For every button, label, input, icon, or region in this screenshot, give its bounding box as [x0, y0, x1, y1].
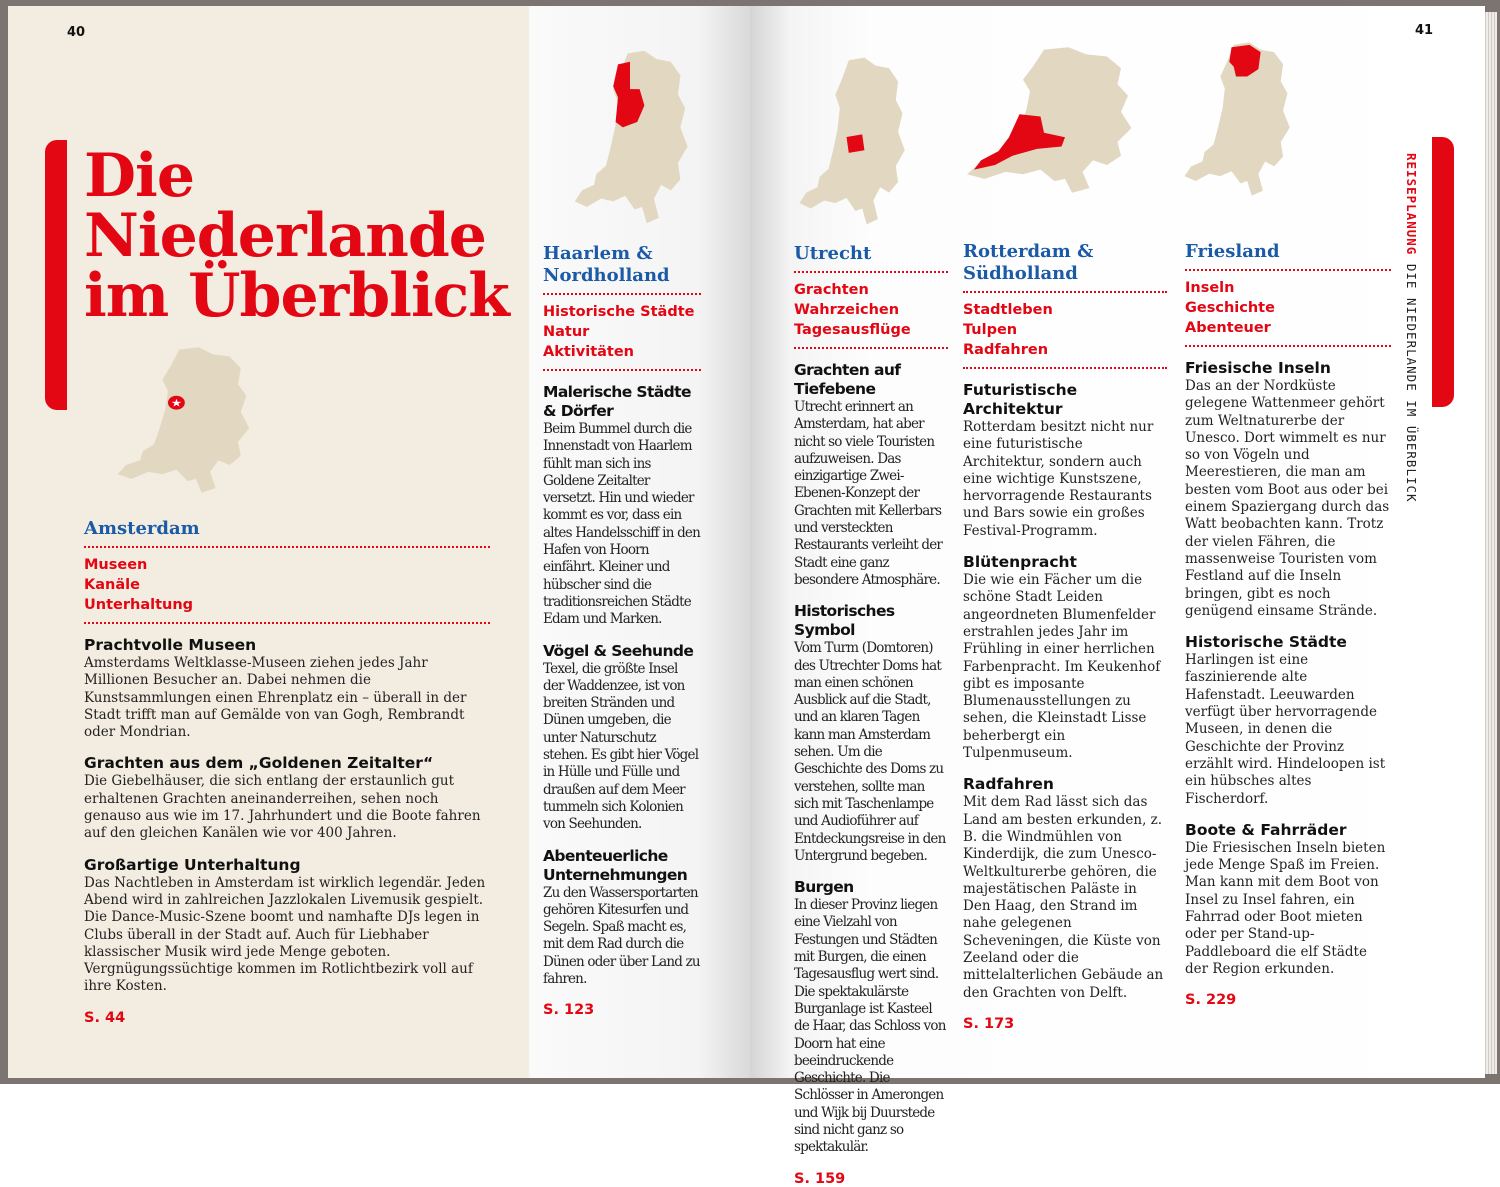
- item-heading: Radfahren: [963, 775, 1054, 794]
- highlights-list: [794, 273, 948, 349]
- title-line: im Überblick: [84, 261, 509, 331]
- highlights-list: [84, 548, 490, 624]
- item-text: Die wie ein Fächer um die schöne Stadt Leiden angeordneten Blumenfelder erstrahlen jedes Jahr im Frühling in einer herrlichen Farbenpracht. Im Keukenhof gibt es imposante Blumenausstellungen zu sehen, die Kleinstadt Lisse beherbergt ein Tulpenmuseum.: [963, 572, 1161, 762]
- running-head-section: REISEPLANUNG: [1404, 153, 1419, 256]
- title-line: Niederlande: [84, 201, 486, 271]
- item-text: Zu den Wassersportarten gehören Kitesurfen und Segeln. Spaß macht es, mit dem Rad durch die Dünen oder über Land zu fahren.: [543, 884, 700, 988]
- region-map: [795, 55, 907, 227]
- highlights-list: [543, 295, 701, 371]
- highlight-item: Stadtleben: [963, 302, 1053, 318]
- region-heading: Friesland: [1185, 241, 1391, 271]
- highlight-item: Historische Städte: [543, 304, 695, 320]
- netherlands-shape: [967, 47, 1132, 192]
- page-reference-link[interactable]: S. 159: [794, 1170, 846, 1187]
- page-title: [84, 141, 524, 331]
- page-number-left: 40: [67, 25, 86, 40]
- region-map: [960, 45, 1135, 195]
- red-tab-left: [45, 140, 67, 410]
- region-section: [543, 243, 701, 1018]
- item-text: Vom Turm (Domtoren) des Utrechter Doms hat man einen schönen Ausblick auf die Stadt, und an klaren Tagen kann man Amsterdam sehen. Um die Geschichte des Doms zu verstehen, sollte man sich mit Taschenlampe und Audioführer auf Entdeckungsreise in den Untergrund begeben.: [794, 640, 946, 864]
- title-line: Die: [84, 141, 194, 211]
- region-heading: Utrecht: [794, 243, 948, 273]
- region-section: [794, 243, 948, 1187]
- item-text: Das an der Nordküste gelegene Wattenmeer gehört zum Weltnaturerbe der Unesco. Dort wimmelt es nur so von Vögeln und Meerestieren, die man am besten vom Boot aus oder bei einem Spaziergang durch das Watt beobachten kann. Trotz der vielen Fähren, die massenweise Touristen vom Festland auf die Inseln bringen, gibt es noch genügend einsame Strände.: [1185, 378, 1390, 619]
- highlight-item: Wahrzeichen: [794, 302, 900, 318]
- region-map: [112, 345, 252, 495]
- highlights-list: [963, 293, 1167, 369]
- region-section: [1185, 241, 1391, 1008]
- page-reference-link[interactable]: S. 173: [963, 1015, 1015, 1032]
- page-reference-link[interactable]: S. 44: [84, 1009, 126, 1026]
- item-text: Utrecht erinnert an Amsterdam, hat aber nicht so viele Touristen aufzuweisen. Das einzigartige Zwei-Ebenen-Konzept der Grachten mit Kellerbars und versteckten Restaurants verleiht der Stadt eine ganz besondere Atmosphäre.: [794, 399, 943, 588]
- item-text: Das Nachtleben in Amsterdam ist wirklich legendär. Jeden Abend wird in zahlreichen Jazzlokalen Livemusik gespielt. Die Dance-Music-Szene boomt und namhafte DJs legen in Clubs überall in der Stadt auf. Auch für Liebhaber klassischer Musik wird jede Menge geboten. Vergnügungssüchtige kommen im Rotlichtbezirk voll auf ihre Kosten.: [84, 874, 486, 995]
- red-tab-right: [1432, 137, 1454, 407]
- highlights-list: [1185, 271, 1391, 347]
- item-heading: Prachtvolle Museen: [84, 636, 257, 654]
- highlight-item: Grachten: [794, 282, 869, 298]
- region-heading: Rotterdam & Südholland: [963, 241, 1167, 293]
- highlight-item: Tagesausflüge: [794, 322, 911, 338]
- item-text: Mit dem Rad lässt sich das Land am besten erkunden, z. B. die Windmühlen von Kinderdijk, die zum Unesco-Weltkulturerbe gehören, die majestätischen Paläste in Den Haag, den Strand im nahe gelegenen Scheveningen, die Küste von Zeeland oder die mittelalterlichen Gebäude an den Grachten von Delft.: [963, 794, 1164, 1001]
- page-reference-link[interactable]: S. 229: [1185, 992, 1237, 1009]
- highlight-item: Natur: [543, 324, 590, 340]
- netherlands-shape: [118, 347, 250, 492]
- item-text: In dieser Provinz liegen eine Vielzahl von Festungen und Städten mit Burgen, die einen Tagesausflug wert sind. Die spektakulärste Burganlage ist Kasteel de Haar, das Schloss von Doorn hat eine beeindruckende Geschichte. Die Schlösser in Amerongen und Wijk bij Duurstede sind nicht ganz so spektakulär.: [794, 897, 946, 1156]
- highlight-item: Inseln: [1185, 280, 1235, 296]
- region-map: [1180, 40, 1292, 198]
- item-heading: Historisches Symbol: [794, 602, 895, 640]
- item-heading: Grachten auf Tiefebene: [794, 361, 901, 398]
- page-reference-link[interactable]: S. 123: [543, 1002, 595, 1019]
- item-heading: Friesische Inseln: [1185, 359, 1331, 377]
- item-heading: Malerische Städte & Dörfer: [543, 383, 691, 420]
- highlight-item: Geschichte: [1185, 300, 1275, 316]
- item-text: Harlingen ist eine faszinierende alte Hafenstadt. Leeuwarden verfügt über hervorragende Museen, in denen die Geschichte der Provinz erzählt wird. Hindeloopen ist ein hübsches altes Fischerdorf.: [1185, 652, 1386, 807]
- item-heading: Blütenpracht: [963, 553, 1077, 572]
- netherlands-shape: [575, 51, 688, 224]
- item-heading: Boote & Fahrräder: [1185, 820, 1347, 839]
- region-map: [570, 48, 690, 226]
- highlighted-region: [847, 134, 865, 153]
- region-section: [963, 241, 1167, 1032]
- running-head-title: DIE NIEDERLANDE IM ÜBERBLICK: [1404, 263, 1419, 503]
- item-heading: Grachten aus dem „Goldenen Zeitalter“: [84, 754, 434, 773]
- item-heading: Großartige Unterhaltung: [84, 855, 301, 874]
- highlight-item: Kanäle: [84, 577, 140, 593]
- highlight-item: Abenteuer: [1185, 320, 1271, 336]
- highlight-item: Museen: [84, 557, 148, 573]
- svg-text:★: ★: [170, 396, 183, 410]
- region-heading: Haarlem & Nordholland: [543, 243, 701, 295]
- page-number-right: 41: [1415, 23, 1434, 38]
- item-text: Die Friesischen Inseln bieten jede Menge Spaß im Freien. Man kann mit dem Boot von Insel zu Insel fahren, ein Fahrrad oder Boot mieten oder per Stand-up-Paddleboard die elf Städte der Region erkunden.: [1185, 839, 1386, 977]
- highlight-item: Radfahren: [963, 342, 1049, 358]
- item-text: Beim Bummel durch die Innenstadt von Haarlem fühlt man sich ins Goldene Zeitalter versetzt. Hin und wieder kommt es vor, dass ein altes Handelsschiff in den Hafen von Hoorn einfährt. Kleiner und hübscher sind die traditionsreichen Städte Edam und Marken.: [543, 421, 701, 628]
- item-heading: Vögel & Seehunde: [543, 641, 694, 660]
- item-heading: Historische Städte: [1185, 633, 1347, 652]
- item-heading: Burgen: [794, 878, 854, 897]
- page-edges: [1485, 12, 1497, 1074]
- item-text: Rotterdam besitzt nicht nur eine futuristische Architektur, sondern auch eine wichtige Kunstszene, hervorragende Restaurants und Bars sowie ein großes Festival-Programm.: [963, 419, 1154, 539]
- highlight-item: Tulpen: [963, 322, 1018, 338]
- region-section: [84, 518, 490, 1026]
- running-head: [1404, 153, 1419, 503]
- item-text: Amsterdams Weltklasse-Museen ziehen jedes Jahr Millionen Besucher an. Dabei nehmen die Kunstsammlungen einen Ehrenplatz ein – überall in der Stadt trifft man auf Gemälde von van Gogh, Rembrandt oder Mondrian.: [84, 655, 467, 741]
- highlight-item: Unterhaltung: [84, 597, 194, 613]
- highlight-item: Aktivitäten: [543, 344, 634, 360]
- region-heading: Amsterdam: [84, 518, 490, 548]
- item-text: Texel, die größte Insel der Waddenzee, ist von breiten Stränden und Dünen umgeben, die unter Naturschutz stehen. Es gibt hier Vögel in Hülle und Fülle und draußen auf dem Meer tummeln sich Kolonien von Seehunden.: [543, 660, 699, 833]
- item-heading: Futuristische Architektur: [963, 381, 1078, 418]
- item-heading: Abenteuerliche Unternehmungen: [543, 846, 688, 884]
- item-text: Die Giebelhäuser, die sich entlang der erstaunlich gut erhaltenen Grachten aneinanderreihen, sehen noch genauso aus wie im 17. Jahrhundert und die Boote fahren auf den gleichen Kanälen wie vor 400 Jahren.: [84, 773, 481, 842]
